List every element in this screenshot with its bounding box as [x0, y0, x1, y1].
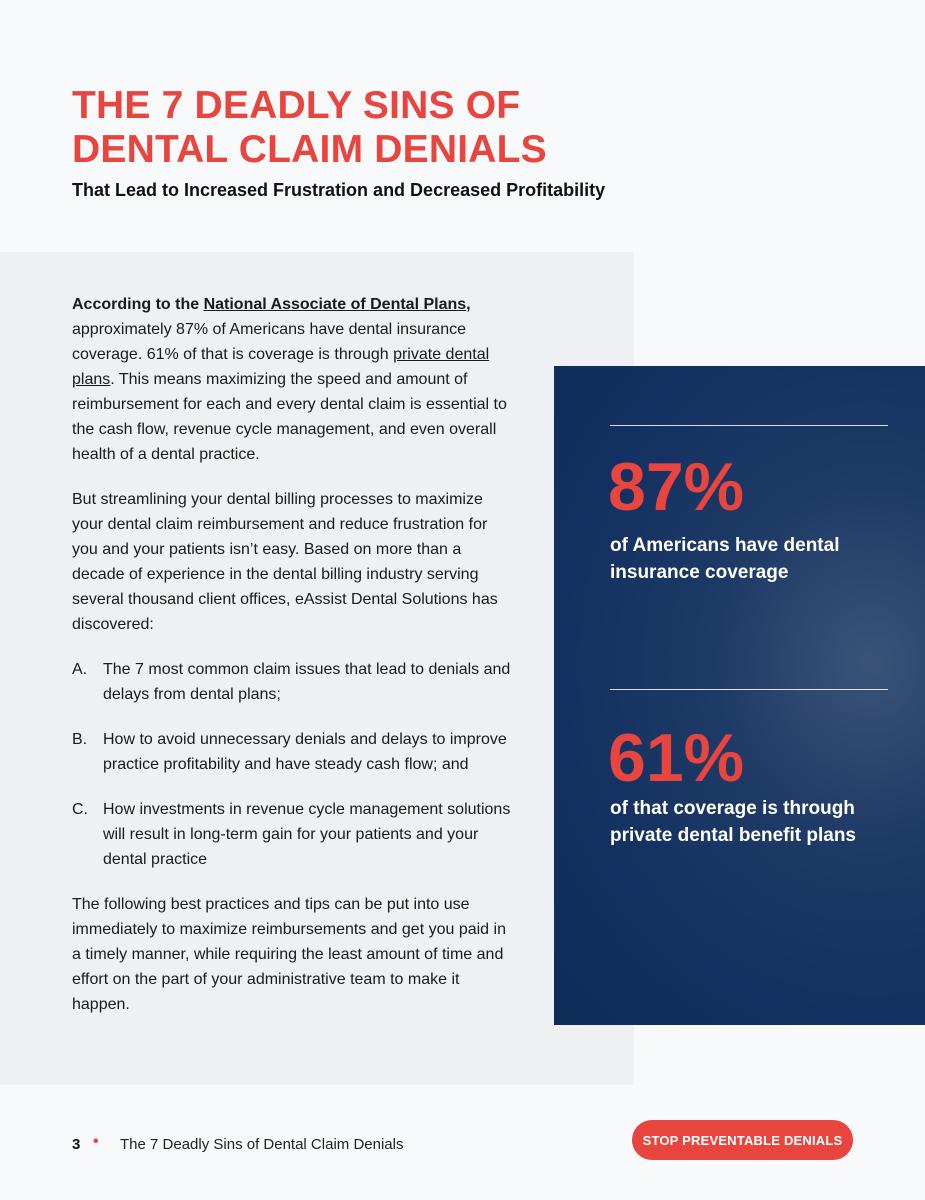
title-line-1: THE 7 DEADLY SINS OF: [72, 84, 521, 127]
body-text: [72, 292, 512, 1037]
stat-divider: [610, 425, 888, 426]
stat-caption-87: of Americans have dental insurance coverage: [610, 535, 840, 583]
stop-preventable-denials-button[interactable]: STOP PREVENTABLE DENIALS: [632, 1120, 853, 1160]
closing-paragraph: The following best practices and tips can be put into use immediately to maximize reimbursements and get you paid in a timely manner, while requiring the least amount of time and effort on the part of your administrative team to make it happen.: [72, 896, 506, 1013]
intro-lead: According to the National Associate of Dental Plans,: [72, 296, 471, 313]
nadp-link[interactable]: National Associate of Dental Plans: [203, 296, 467, 313]
findings-list: [72, 657, 512, 872]
title-line-2: DENTAL CLAIM DENIALS: [72, 128, 547, 171]
second-paragraph: But streamlining your dental billing processes to maximize your dental claim reimbursement and reduce frustration for you and your patients isn’t easy. Based on more than a decade of experience in the dental billing industry serving several thousand client offices, eAssist Dental Solutions has discovered:: [72, 491, 498, 633]
stat-caption-61: of that coverage is through private dental benefit plans: [610, 798, 856, 846]
list-item: A. The 7 most common claim issues that lead to denials and delays from dental plans;: [72, 661, 511, 703]
page-number: 3: [72, 1136, 81, 1153]
footer-bullet: •: [93, 1133, 99, 1150]
stat-value-61: 61%: [608, 720, 745, 796]
stat-divider: [610, 689, 888, 690]
list-item: C. How investments in revenue cycle management solutions will result in long-term gain for your patients and your dental practice: [72, 801, 511, 868]
list-item: B. How to avoid unnecessary denials and delays to improve practice profitability and have steady cash flow; and: [72, 731, 507, 773]
page-title: [72, 84, 547, 172]
stat-value-87: 87%: [608, 449, 745, 525]
stats-sidebar: [554, 366, 925, 1025]
intro-paragraph: According to the National Associate of Dental Plans, approximately 87% of Americans have dental insurance coverage. 61% of that is coverage is through private dental plans. This means maximizing the speed and amount of reimbursement for each and every dental claim is essential to the cash flow, revenue cycle management, and even overall health of a dental practice.: [72, 296, 507, 463]
footer-doc-title: The 7 Deadly Sins of Dental Claim Denials: [120, 1136, 404, 1153]
private-plans-link[interactable]: private dental plans: [72, 346, 490, 388]
page-subtitle: That Lead to Increased Frustration and Decreased Profitability: [72, 180, 606, 200]
